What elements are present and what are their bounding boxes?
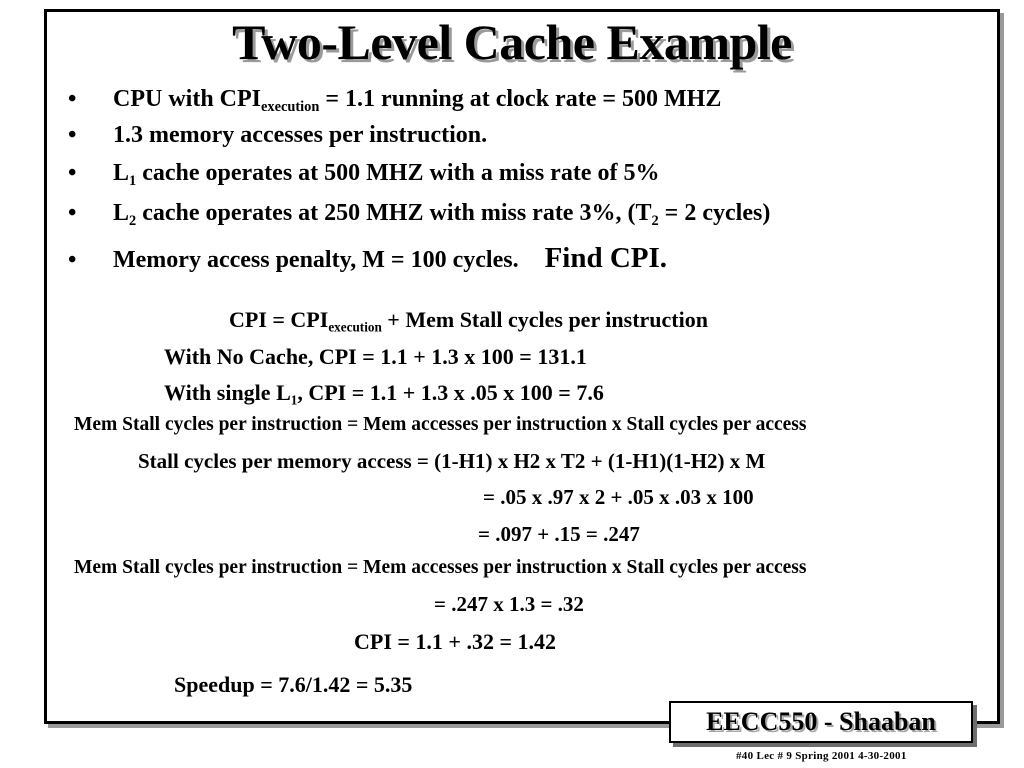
subscript: 2	[651, 213, 659, 230]
bullet-cpu	[68, 84, 721, 114]
subscript: 2	[129, 213, 137, 230]
bullet-text: = 2 cycles)	[658, 200, 771, 226]
single-l1-text: With single L	[164, 380, 291, 405]
bullet-memory-penalty	[68, 243, 667, 275]
bullet-l1-cache	[68, 158, 659, 188]
cpi-formula	[229, 306, 708, 334]
stall-calc-step-1: = .05 x .97 x 2 + .05 x .03 x 100	[483, 485, 754, 509]
mem-stall-definition-1: Mem Stall cycles per instruction = Mem accesses per instruction x Stall cycles per access	[74, 414, 807, 435]
mem-stall-definition-2: Mem Stall cycles per instruction = Mem accesses per instruction x Stall cycles per access	[74, 557, 807, 578]
cpi-result: CPI = 1.1 + .32 = 1.42	[354, 629, 556, 654]
bullet-text: L	[113, 160, 130, 186]
bullet-dot: •	[68, 122, 77, 148]
bullet-text: CPU with CPI	[113, 86, 261, 112]
subscript: execution	[261, 99, 320, 116]
bullet-text: cache operates at 250 MHZ with miss rate 3%, (T	[136, 200, 652, 226]
bullet-mem-accesses	[68, 120, 487, 150]
bullet-dot: •	[68, 247, 77, 273]
bullet-text: 1.3 memory accesses per instruction.	[113, 122, 488, 148]
no-cache-line: With No Cache, CPI = 1.1 + 1.3 x 100 = 131.1	[164, 344, 587, 369]
bullet-text: L	[113, 200, 130, 226]
bullet-dot: •	[68, 86, 77, 112]
bullet-l2-cache	[68, 198, 770, 228]
cpi-formula-text: CPI = CPI	[229, 307, 329, 332]
stall-per-access-formula: Stall cycles per memory access = (1-H1) x H2 x T2 + (1-H1)(1-H2) x M	[138, 449, 766, 473]
bullet-text: Memory access penalty, M = 100 cycles.	[113, 247, 519, 273]
subscript: 1	[290, 392, 298, 408]
stall-calc-step-2: = .097 + .15 = .247	[478, 522, 640, 546]
single-l1-text: , CPI = 1.1 + 1.3 x .05 x 100 = 7.6	[297, 380, 604, 405]
bullet-dot: •	[68, 200, 77, 226]
single-l1-line	[164, 379, 604, 407]
cpi-formula-text: + Mem Stall cycles per instruction	[381, 307, 708, 332]
subscript: execution	[328, 319, 382, 335]
course-badge: EECC550 - Shaaban	[669, 701, 973, 743]
bullet-text: = 1.1 running at clock rate = 500 MHZ	[319, 86, 722, 112]
bullet-dot: •	[68, 160, 77, 186]
slide-title: Two-Level Cache Example	[232, 14, 792, 70]
bullet-text: cache operates at 500 MHZ with a miss rate of 5%	[136, 160, 660, 186]
subscript: 1	[129, 173, 137, 190]
mem-stall-calc: = .247 x 1.3 = .32	[434, 592, 584, 616]
find-cpi-highlight: Find CPI.	[544, 242, 668, 274]
slide-footer: #40 Lec # 9 Spring 2001 4-30-2001	[736, 750, 907, 762]
speedup-result: Speedup = 7.6/1.42 = 5.35	[174, 672, 413, 697]
